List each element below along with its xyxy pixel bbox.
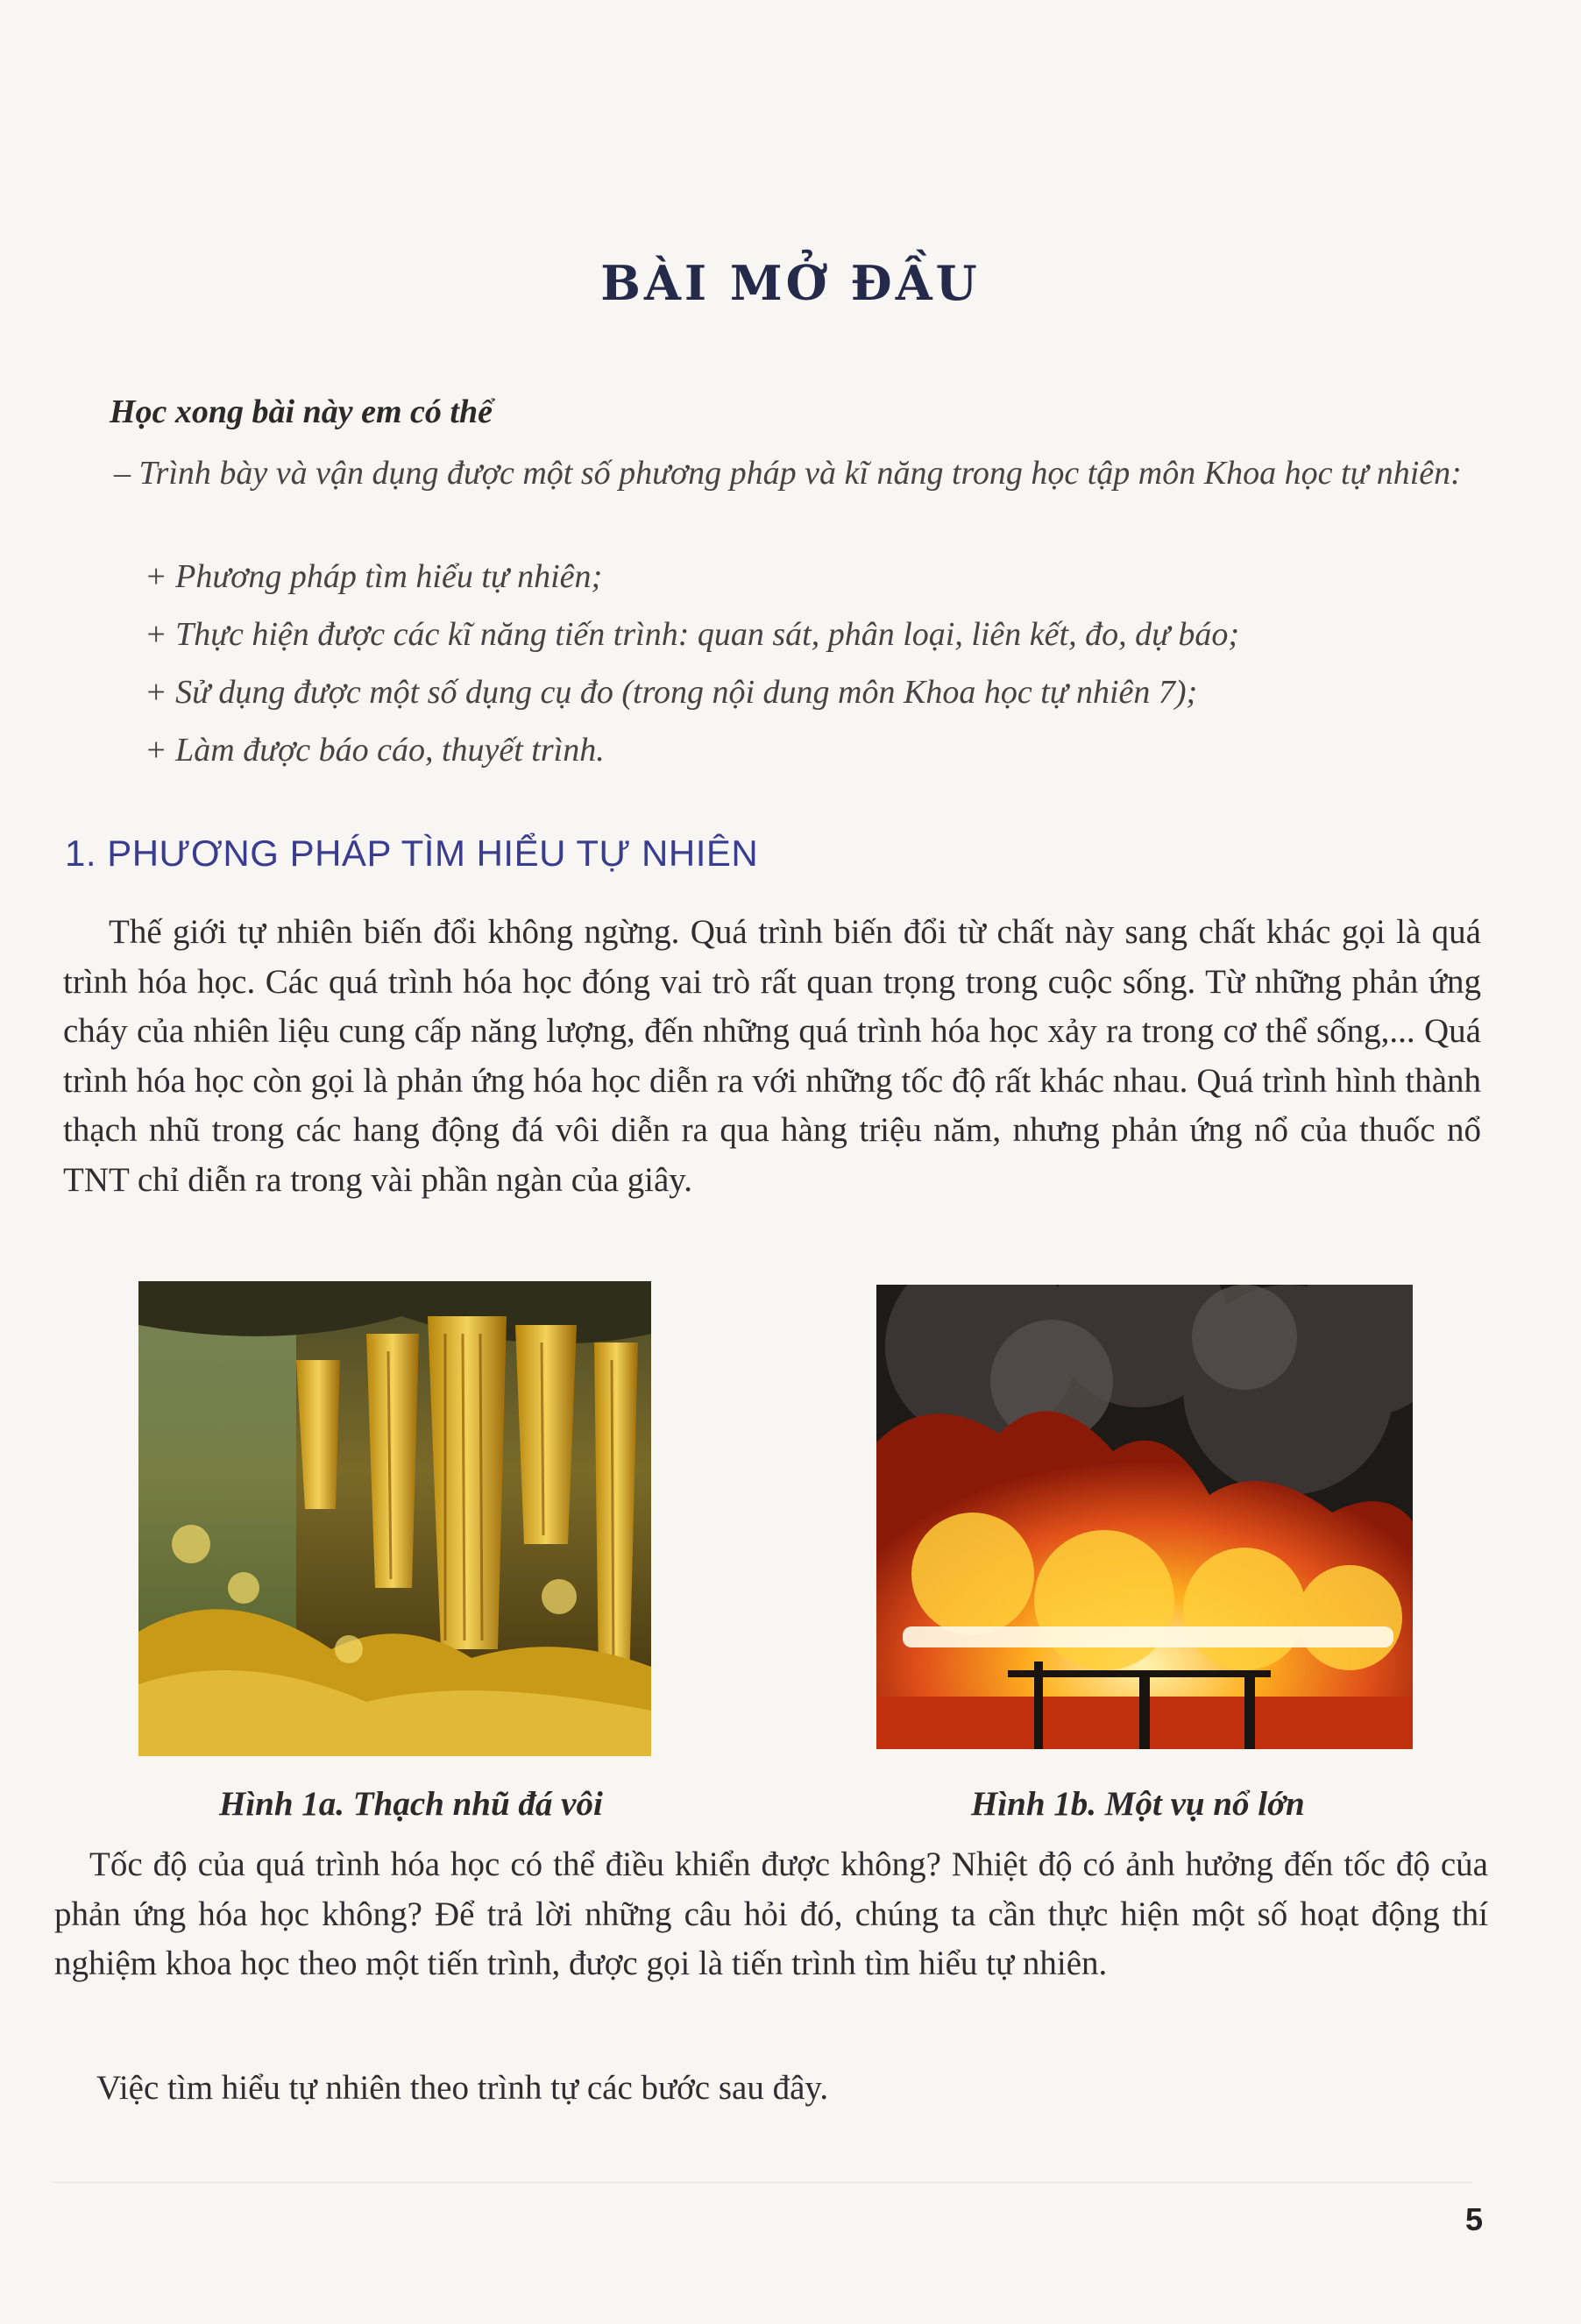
paragraph-intro: Thế giới tự nhiên biến đổi không ngừng. Quá trình biến đổi từ chất này sang chất khác gọi là quá trình hóa học. Các quá trình hóa học đóng vai trò rất quan trọng trong cuộc sống. Từ những phản ứng cháy của nhiên liệu cung cấp năng lượng, đến những quá trình hóa học xảy ra trong cơ thể sống,... Quá trình hóa học còn gọi là phản ứng hóa học diễn ra với những tốc độ rất khác nhau. Quá trình hình thành thạch nhũ trong các hang động đá vôi diễn ra qua hàng triệu năm, nhưng phản ứng nổ của thuốc nổ TNT chỉ diễn ra trong vài phần ngàn của giây. [63,913,1481,1199]
objectives-heading: Học xong bài này em có thể [110,393,493,430]
objectives-intro: – Trình bày và vận dụng được một số phương pháp và kĩ năng trong học tập môn Khoa học tự nhiên: [114,455,1462,492]
explosion-image [876,1285,1413,1749]
stalactite-cave-image [138,1281,651,1756]
figure-caption: Hình 1b. Một vụ nổ lớn [971,1785,1305,1823]
paragraph-questions: Tốc độ của quá trình hóa học có thể điều khiển được không? Nhiệt độ có ảnh hưởng đến tốc độ của phản ứng hóa học không? Để trả lời những câu hỏi đó, chúng ta cần thực hiện một số hoạt động thí nghiệm khoa học theo một tiến trình, được gọi là tiến trình tìm hiểu tự nhiên. [54,1846,1488,1982]
objective-bullet: + Sử dụng được một số dụng cụ đo (trong nội dung môn Khoa học tự nhiên 7); [145,674,1198,711]
objective-bullet: + Thực hiện được các kĩ năng tiến trình: quan sát, phân loại, liên kết, đo, dự báo; [145,616,1239,653]
page-title: BÀI MỞ ĐẦU [600,255,981,312]
page-number: 5 [1465,2201,1484,2237]
section-heading: 1. PHƯƠNG PHÁP TÌM HIỂU TỰ NHIÊN [65,833,759,874]
footer-divider [53,2182,1472,2183]
objective-bullet: + Làm được báo cáo, thuyết trình. [145,732,605,769]
objective-bullet: + Phương pháp tìm hiểu tự nhiên; [145,558,603,595]
figure-caption: Hình 1a. Thạch nhũ đá vôi [219,1785,603,1823]
paragraph-steps-intro: Việc tìm hiểu tự nhiên theo trình tự các bước sau đây. [96,2069,829,2107]
